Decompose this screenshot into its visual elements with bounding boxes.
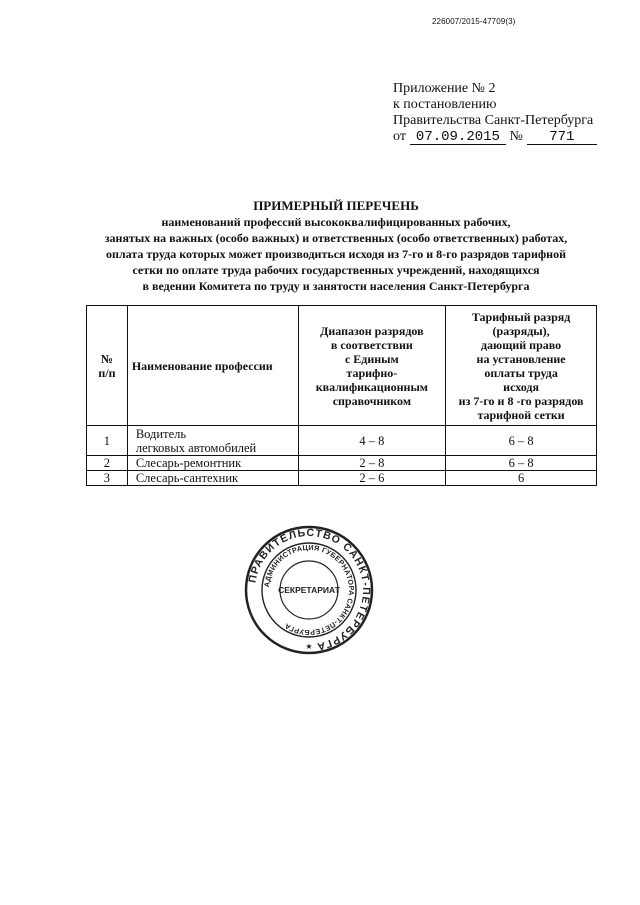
title-main: ПРИМЕРНЫЙ ПЕРЕЧЕНЬ bbox=[253, 198, 419, 213]
stamp-inner-text: АДМИНИСТРАЦИЯ ГУБЕРНАТОРА САНКТ-ПЕТЕРБУРГА bbox=[262, 542, 357, 638]
stamp-star-icon: ★ bbox=[305, 642, 313, 651]
stamp-center-text: СЕКРЕТАРИАТ bbox=[278, 585, 340, 595]
row-range: 4 – 8 bbox=[298, 426, 446, 456]
date-prefix: от bbox=[393, 129, 406, 144]
title-line-1: наименований профессий высококвалифицированных рабочих, bbox=[161, 215, 511, 229]
title-line-4: сетки по оплате труда рабочих государственных учреждений, находящихся bbox=[132, 263, 540, 277]
row-profession: Слесарь-сантехник bbox=[127, 471, 298, 486]
table-header-row bbox=[87, 306, 597, 426]
title-line-2: занятых на важных (особо важных) и ответственных (особо ответственных) работах, bbox=[104, 231, 568, 245]
stamp-outer-text: ПРАВИТЕЛЬСТВО САНКТ-ПЕТЕРБУРГА bbox=[246, 526, 373, 653]
row-number: 2 bbox=[87, 456, 128, 471]
row-profession: Слесарь-ремонтник bbox=[127, 456, 298, 471]
row-number: 3 bbox=[87, 471, 128, 486]
table-row bbox=[87, 426, 597, 456]
appendix-block bbox=[393, 81, 593, 145]
row-tariff: 6 – 8 bbox=[446, 426, 597, 456]
table-row bbox=[87, 471, 597, 486]
secretariat-stamp bbox=[244, 525, 374, 655]
document-title bbox=[60, 198, 612, 294]
col-header-profession: Наименование профессии bbox=[127, 306, 298, 426]
decree-date: 07.09.2015 bbox=[410, 130, 506, 145]
row-profession: Водитель легковых автомобилей bbox=[127, 426, 298, 456]
number-prefix: № bbox=[509, 129, 523, 144]
row-tariff: 6 – 8 bbox=[446, 456, 597, 471]
row-range: 2 – 8 bbox=[298, 456, 446, 471]
appendix-line-2: к постановлению bbox=[393, 97, 497, 112]
table-row bbox=[87, 456, 597, 471]
appendix-date-line bbox=[393, 129, 593, 145]
professions-table bbox=[86, 305, 597, 486]
appendix-line-1: Приложение № 2 bbox=[393, 81, 496, 96]
title-line-5: в ведении Комитета по труду и занятости населения Санкт-Петербурга bbox=[142, 279, 530, 293]
decree-number: 771 bbox=[527, 130, 597, 145]
appendix-line-3: Правительства Санкт-Петербурга bbox=[393, 113, 594, 128]
col-header-range: Диапазон разрядов в соответствии с Единым тарифно- квалификационным справочником bbox=[298, 306, 446, 426]
row-range: 2 – 6 bbox=[298, 471, 446, 486]
col-header-number: № п/п bbox=[87, 306, 128, 426]
title-line-3: оплата труда которых может производиться исходя из 7-го и 8-го разрядов тарифной bbox=[106, 247, 566, 261]
col-header-tariff: Тарифный разряд (разряды), дающий право на установление оплаты труда исходя из 7-го и 8 -го разрядов тарифной сетки bbox=[446, 306, 597, 426]
row-number: 1 bbox=[87, 426, 128, 456]
document-id: 226007/2015-47709(3) bbox=[432, 17, 516, 26]
row-tariff: 6 bbox=[446, 471, 597, 486]
